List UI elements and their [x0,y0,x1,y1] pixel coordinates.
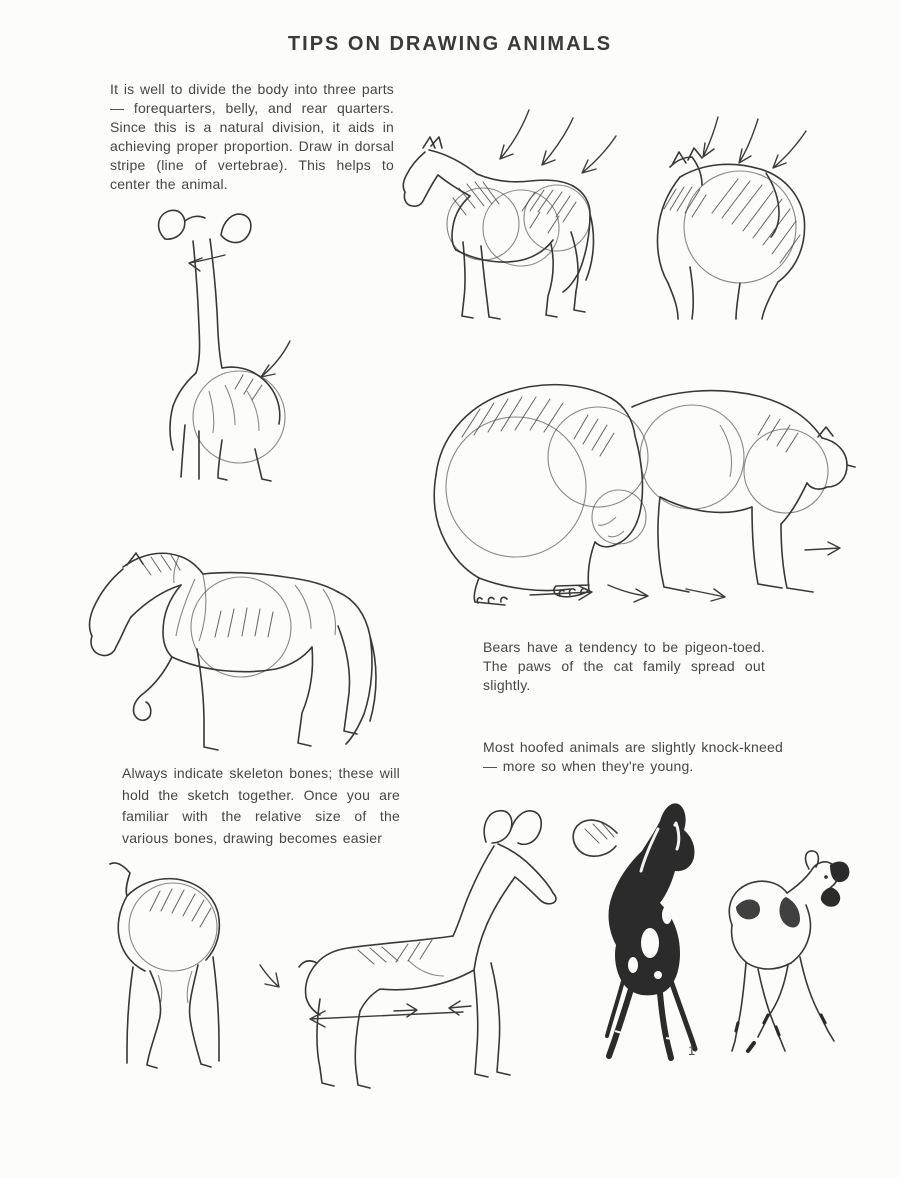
paragraph-hoofed: Most hoofed animals are slightly knock-kneed — more so when they're young. [483,739,783,774]
figure-bear-and-cat-image [420,345,860,625]
figure-deer-rear-image [125,195,310,480]
page-title: TIPS ON DRAWING ANIMALS [287,33,613,55]
figure-fawn-looking-back-image [702,845,857,1065]
paragraph-divide-body: It is well to divide the body into three parts — forequarters, belly, and rear quarters. Since this is a natural division, it aids in achieving proper proportion. Draw in dorsal stripe (line of vertebrae). This helps to center the animal. [110,81,394,192]
paragraph-bears: Bears have a tendency to be pigeon-toed. The paws of the cat family spread out slightly. [483,639,765,693]
figure-walking-horse-image [45,475,440,765]
figure-doe-side-image [258,800,568,1090]
paragraph-skeleton: Always indicate skeleton bones; these will hold the sketch together. Once you are familiar with the relative size of the various bones, drawing becomes easier [122,765,400,846]
figure-horse-rear-arrows-image [618,105,848,325]
page-number: 1 [688,1043,696,1058]
figure-dark-foal-image [563,795,713,1065]
figure-fawn-rear-image [100,855,250,1070]
figure-horse-side-arrows-image [383,100,623,325]
